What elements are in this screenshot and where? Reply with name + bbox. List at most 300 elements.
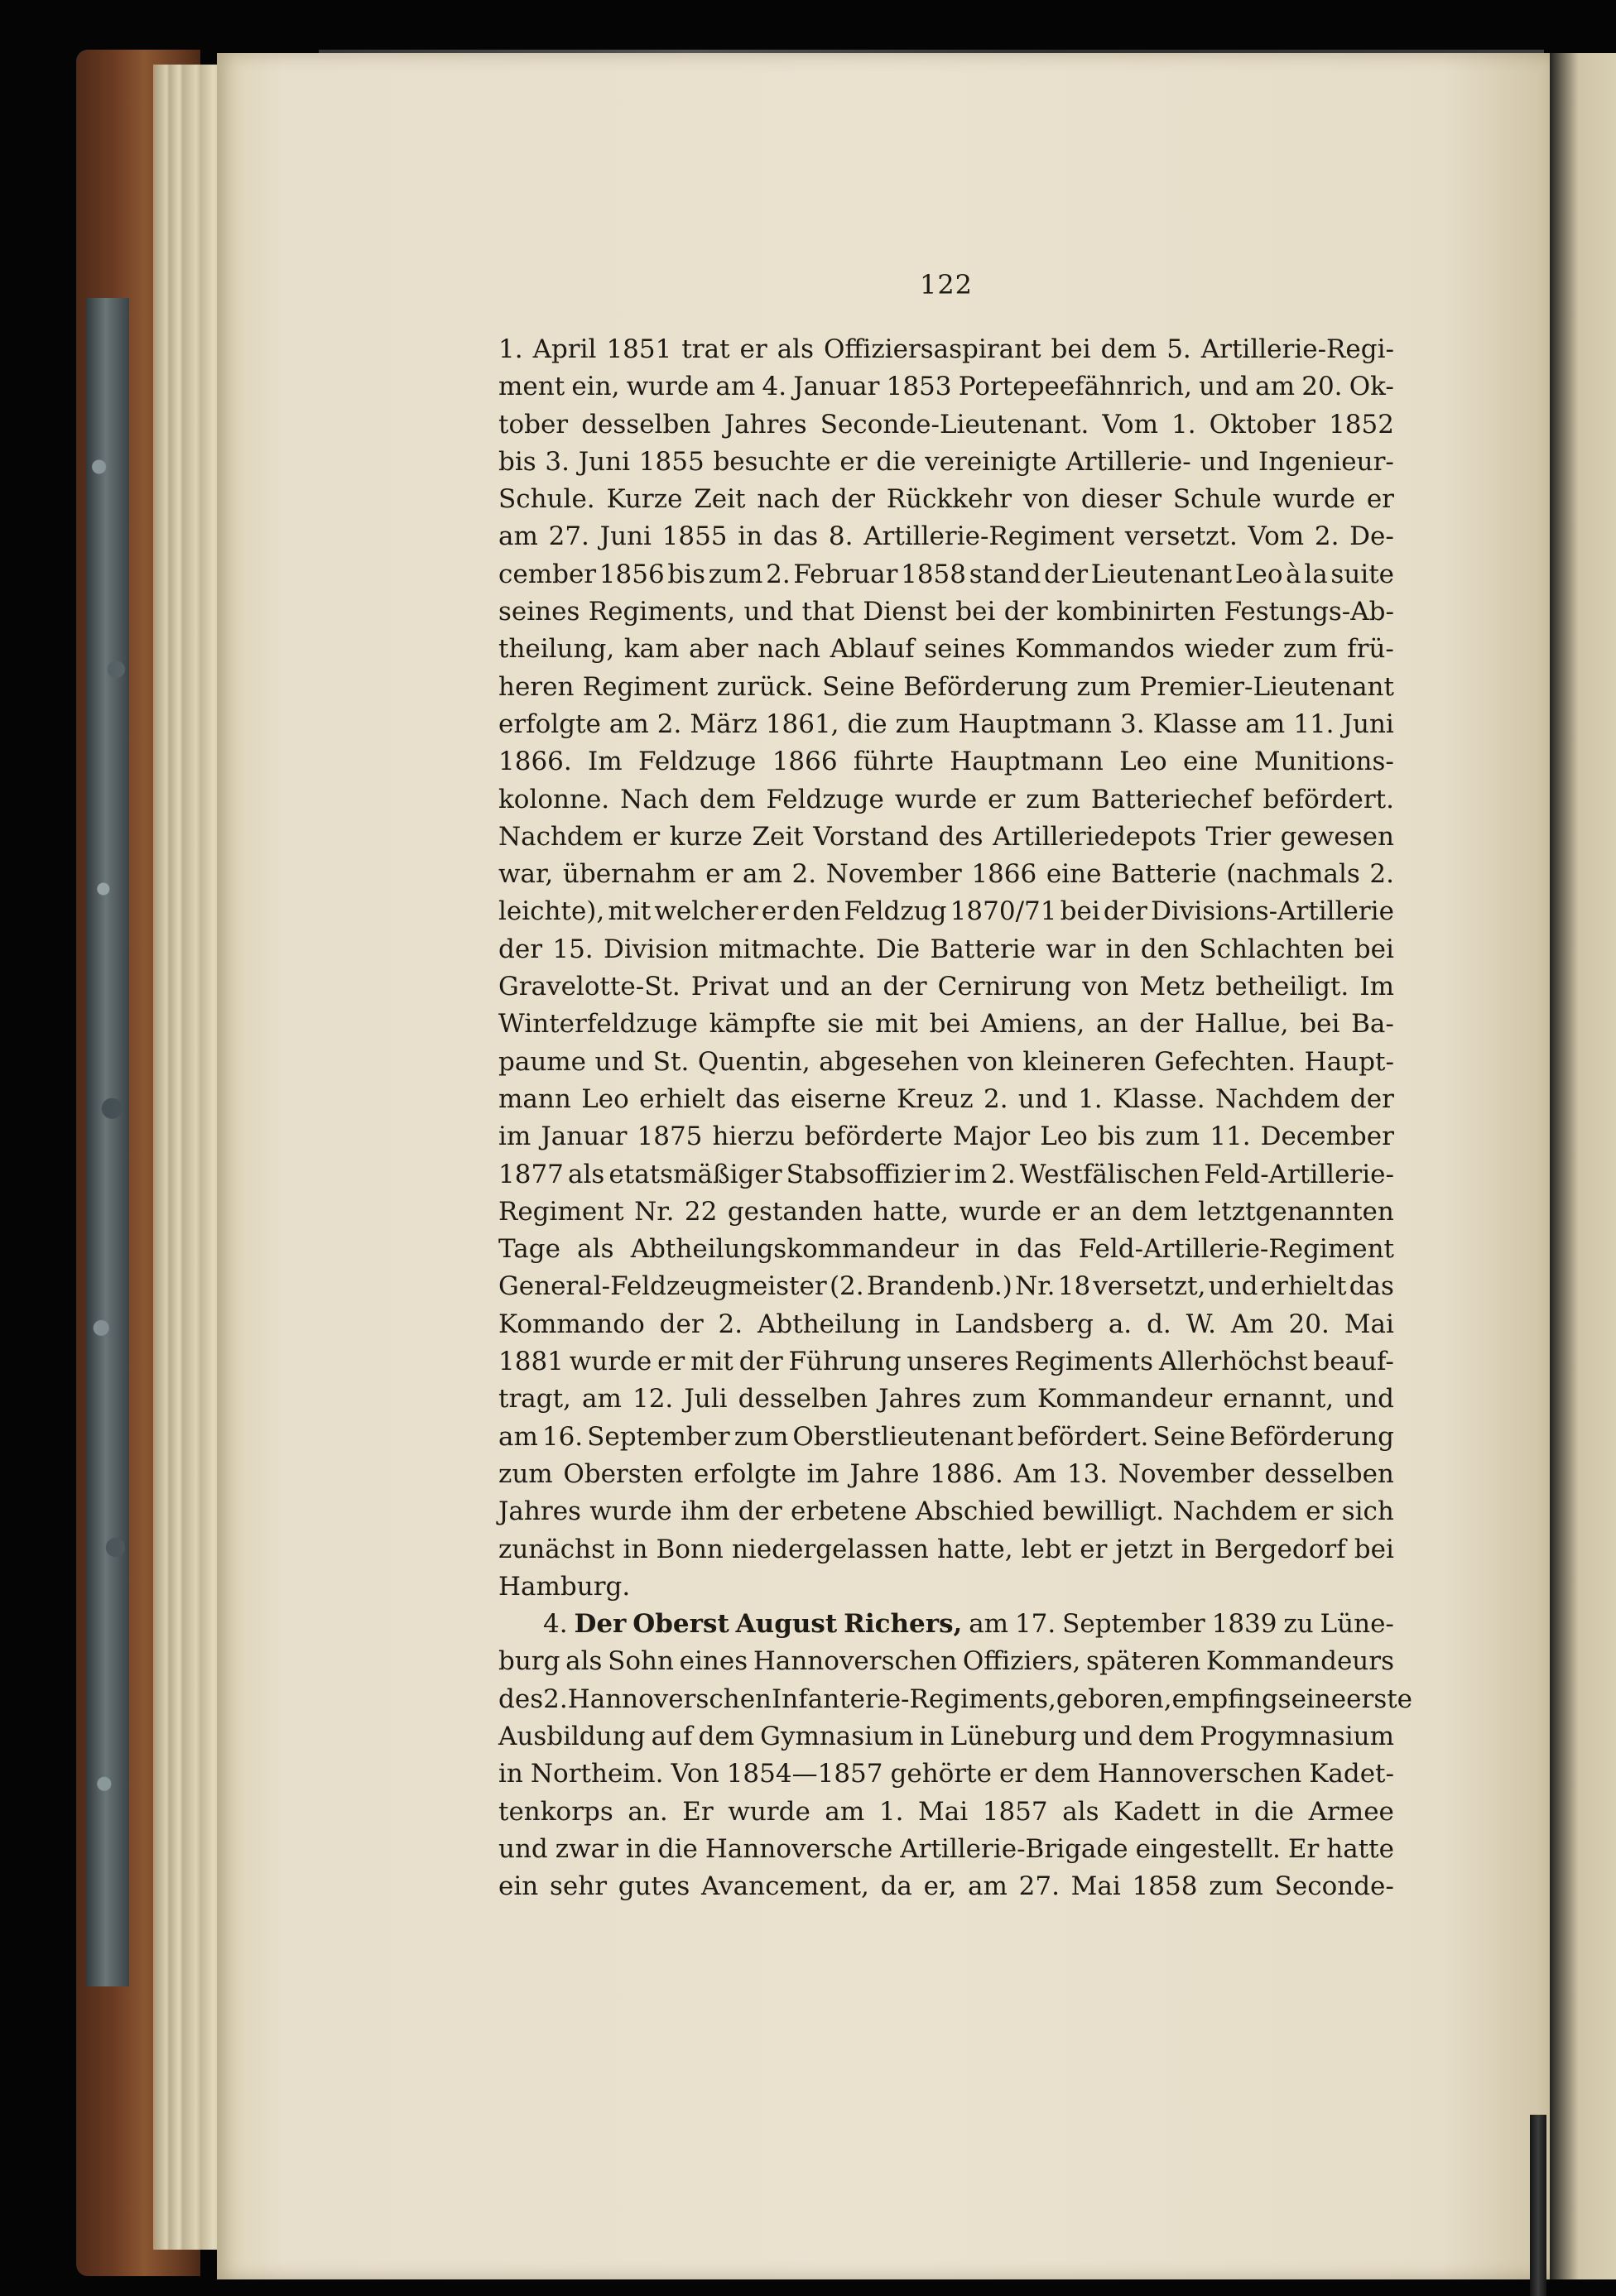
word: 18 [1057, 1271, 1091, 1302]
word: die [1253, 1796, 1295, 1827]
word: welcher [654, 896, 758, 927]
word: cember [498, 559, 597, 589]
word: Obersten [563, 1458, 684, 1489]
word: Seine [1152, 1421, 1226, 1452]
word: und [1199, 372, 1248, 402]
word: à [1286, 559, 1301, 589]
word: in [1181, 1534, 1206, 1564]
word: Quentin, [697, 1046, 810, 1077]
text-line [498, 743, 1394, 781]
word: Lüne- [1320, 1609, 1394, 1640]
word: Der [574, 1609, 627, 1640]
word: kolonne. [498, 784, 610, 814]
text-line [498, 1831, 1394, 1868]
word: Die [876, 934, 921, 964]
word: Kommando [498, 1309, 645, 1339]
word: Regiment [498, 1196, 624, 1227]
word: er [999, 1759, 1027, 1789]
word: September [587, 1421, 730, 1452]
word: Artillerie- [1065, 446, 1191, 477]
word: 1856 [599, 559, 665, 589]
word: wieder [1184, 634, 1274, 665]
word: 1855 [661, 521, 728, 552]
word: Beförderung [1229, 1421, 1394, 1452]
word: 1861, [765, 708, 839, 739]
word: übernahm [562, 859, 696, 890]
word: am [608, 708, 649, 739]
word: das [1017, 1234, 1062, 1265]
word: 1. [878, 1796, 904, 1827]
word: dem [1100, 334, 1157, 364]
word: 5. [1166, 334, 1191, 364]
word: befördert. [1017, 1421, 1149, 1452]
word: war [1046, 934, 1096, 964]
word: hierzu [712, 1122, 795, 1152]
marbled-endpaper [86, 298, 129, 1986]
text-line [498, 556, 1394, 593]
word: September [1062, 1609, 1205, 1640]
word: aber [689, 634, 748, 665]
word: ernannt, [1223, 1384, 1335, 1415]
word: am [715, 372, 756, 402]
word: Zeit [694, 484, 746, 515]
word: Bonn [656, 1534, 724, 1564]
word: in [738, 521, 763, 552]
word: am [825, 1796, 865, 1827]
word: das [735, 1083, 781, 1114]
word: 22 [684, 1196, 718, 1227]
word: 1886. [930, 1458, 1003, 1489]
word: Oktober [1209, 409, 1316, 440]
word: von [967, 1046, 1014, 1077]
text-line [498, 1343, 1394, 1381]
word: abgesehen [819, 1046, 960, 1077]
word: sie [827, 1009, 864, 1040]
word: zu [1283, 1609, 1314, 1640]
word: späteren [1086, 1646, 1201, 1677]
word: eine [1046, 859, 1102, 890]
word: und [498, 1833, 548, 1864]
word: Kommandeur [1037, 1384, 1213, 1415]
word: General-Feldzeugmeister [498, 1271, 827, 1302]
word: bei [955, 597, 996, 627]
text-line [498, 1118, 1394, 1155]
word: Privat [690, 972, 769, 1002]
page-number: 122 [919, 269, 974, 300]
word: dem [1137, 1721, 1195, 1751]
word: ment [498, 372, 565, 402]
word: nach [758, 634, 820, 665]
word: tragt, [498, 1384, 571, 1415]
word: wurde [894, 784, 978, 814]
word: des [938, 821, 984, 852]
word: Metz [1139, 972, 1205, 1002]
word: seine [1277, 1684, 1347, 1714]
word: Ba- [1351, 1009, 1394, 1040]
word: Juni [578, 446, 631, 477]
word: Regiments, [588, 597, 736, 627]
word: an [1096, 1009, 1128, 1040]
word: tober [498, 409, 569, 440]
word: mann [498, 1083, 571, 1114]
text-line [498, 1081, 1394, 1118]
word: das [1349, 1271, 1394, 1302]
word: Regiment [582, 671, 709, 702]
word: Hamburg. [498, 1571, 631, 1602]
text-line [498, 1531, 1394, 1568]
word: als [1062, 1796, 1099, 1827]
word: Leo [1234, 559, 1283, 589]
word: in [1105, 934, 1131, 964]
right-page-edge [1548, 53, 1616, 2279]
word: that [801, 597, 855, 627]
word: eines [679, 1646, 748, 1677]
word: Vorstand [813, 821, 929, 852]
word: an [1089, 1196, 1122, 1227]
text-line [498, 1718, 1394, 1756]
word: erhielt [1260, 1271, 1347, 1302]
word: November [1118, 1458, 1254, 1489]
word: Jahres [498, 1496, 581, 1527]
word: St. [652, 1046, 690, 1077]
word: Oberst [632, 1609, 729, 1640]
word: sich [1341, 1496, 1394, 1527]
word: an [839, 972, 873, 1002]
word: 4. [762, 372, 787, 402]
text-line [498, 819, 1394, 856]
word: 8. [828, 521, 854, 552]
word: Nachdem [498, 821, 623, 852]
word: lebt [1021, 1534, 1072, 1564]
word: 1853 [886, 372, 952, 402]
word: die [657, 1833, 698, 1864]
word: Oberstlieutenant [792, 1421, 1013, 1452]
word: der [830, 484, 875, 515]
word: Tage [498, 1234, 560, 1265]
text-line [498, 1044, 1394, 1081]
word: bis [498, 446, 536, 477]
word: zum [1026, 784, 1080, 814]
word: Beförderung [903, 671, 1069, 702]
word: d. [1147, 1309, 1171, 1339]
word: Richers, [844, 1609, 963, 1640]
word: 11. [1293, 708, 1335, 739]
word: ein [498, 1871, 539, 1902]
word: Schule. [498, 484, 595, 515]
word: als [577, 1234, 614, 1265]
word: Feldzuge [638, 747, 757, 777]
word: Haupt- [1304, 1046, 1394, 1077]
word: August [735, 1609, 838, 1640]
word: 1866. [498, 747, 572, 777]
word: desselben [738, 1384, 868, 1415]
word: Nach [620, 784, 690, 814]
word: erbetene [790, 1496, 907, 1527]
word: dem [1034, 1759, 1090, 1789]
word: am [498, 521, 538, 552]
word: Leo [1119, 747, 1167, 777]
word: la [1304, 559, 1328, 589]
word: im [954, 1159, 988, 1189]
word: 4. [543, 1609, 568, 1640]
word: Januar [541, 1122, 628, 1152]
word: Nachdem [1172, 1496, 1297, 1527]
text-line [498, 1006, 1394, 1043]
word: Festungs-Ab- [1224, 597, 1394, 627]
word: von [1022, 484, 1070, 515]
word: zurück. [716, 671, 814, 702]
word: 11. [1210, 1122, 1251, 1152]
word: das [772, 521, 819, 552]
word: Mai [1344, 1309, 1394, 1339]
word: 17. [1014, 1609, 1056, 1640]
text-line [498, 669, 1394, 706]
word: im [498, 1122, 531, 1152]
word: bei [929, 1009, 969, 1040]
word: Nachdem [1214, 1083, 1340, 1114]
word: 27. [548, 521, 589, 552]
word: in [915, 1309, 940, 1339]
word: er [1366, 484, 1394, 515]
word: Offiziersaspirant [823, 334, 1041, 364]
word: 13. [1066, 1458, 1109, 1489]
word: der [659, 1309, 704, 1339]
word: stand [969, 559, 1041, 589]
word: Winterfeldzuge [498, 1009, 698, 1040]
word: frü- [1347, 634, 1394, 665]
word: Kommandos [1015, 634, 1175, 665]
text-lines [498, 331, 1413, 1905]
word: bei [1354, 934, 1394, 964]
word: in [975, 1234, 1000, 1265]
text-line [498, 1868, 1394, 1905]
word: in [625, 1833, 651, 1864]
text-line [498, 631, 1394, 668]
word: (2. [829, 1271, 864, 1302]
text-line [498, 406, 1394, 444]
text-line [498, 706, 1394, 743]
word: Hannoversche [705, 1833, 893, 1864]
word: als [777, 334, 814, 364]
word: eiserne [790, 1083, 887, 1114]
word: von [1082, 972, 1129, 1002]
word: 2. [1314, 521, 1339, 552]
word: letztgenannten [1198, 1196, 1394, 1227]
word: etatsmäßiger [608, 1159, 782, 1189]
word: Portepeefähnrich, [958, 372, 1192, 402]
word: 3. [545, 446, 570, 477]
word: Juni [1342, 708, 1394, 739]
word: 2. [543, 1684, 568, 1714]
word: Seine [822, 671, 895, 702]
word: Artillerie-Regiment [863, 521, 1115, 552]
word: eingestellt. [1135, 1833, 1281, 1864]
word: hatte [1326, 1833, 1394, 1864]
word: November [825, 859, 962, 890]
word: Klasse. [1113, 1083, 1205, 1114]
word: Schule [1172, 484, 1262, 515]
word: Feldzug [844, 896, 947, 927]
text-line [498, 968, 1394, 1006]
word: er [761, 896, 789, 927]
word: erste [1346, 1684, 1413, 1714]
word: Offiziers, [962, 1646, 1081, 1677]
word: 1875 [637, 1122, 703, 1152]
word: er, [923, 1871, 957, 1902]
word: zum [1209, 1871, 1263, 1902]
word: zwar [555, 1833, 618, 1864]
word: beförderte [804, 1122, 943, 1152]
word: Lieutenant [1090, 559, 1233, 589]
word: 15. [552, 934, 594, 964]
word: er [1051, 1196, 1080, 1227]
word: führte [853, 747, 934, 777]
word: da [880, 1871, 912, 1902]
word: Sohn [608, 1646, 674, 1677]
word: kurze [669, 821, 743, 852]
word: April [532, 334, 597, 364]
word: theilung, [498, 634, 615, 665]
word: erfolgte [694, 1458, 796, 1489]
text-line [498, 1231, 1394, 1268]
word: De- [1349, 521, 1394, 552]
word: zum [972, 1384, 1027, 1415]
word: seines [498, 597, 580, 627]
word: Jahres [724, 409, 807, 440]
word: Northeim. [530, 1759, 664, 1789]
word: sehr [549, 1871, 608, 1902]
word: 1839 [1211, 1609, 1277, 1640]
text-line [498, 1381, 1394, 1418]
word: und [1208, 1271, 1258, 1302]
word: der [1349, 1083, 1394, 1114]
word: Kadet- [1309, 1759, 1394, 1789]
word: Major [952, 1122, 1031, 1152]
word: wurde [626, 372, 709, 402]
word: Führung [788, 1347, 902, 1377]
word: Februar [793, 559, 898, 589]
word: er [657, 1347, 685, 1377]
word: ein, [571, 372, 620, 402]
text-line [498, 1794, 1394, 1831]
word: mit [690, 1347, 733, 1377]
word: Brandenb.) [866, 1271, 1012, 1302]
word: bis [667, 559, 706, 589]
text-line [498, 1419, 1394, 1456]
text-line [498, 781, 1394, 819]
word: Klasse [1152, 708, 1238, 739]
text-line [498, 1606, 1394, 1643]
word: Dienst [863, 597, 947, 627]
word: er [632, 821, 661, 852]
word: Landsberg [955, 1309, 1094, 1339]
word: in [1214, 1796, 1240, 1827]
text-line [498, 593, 1394, 631]
word: Artillerie-Regi- [1200, 334, 1394, 364]
word: 1852 [1329, 409, 1394, 440]
word: 1. [498, 334, 523, 364]
word: wurde [959, 1196, 1041, 1227]
word: Mai [1070, 1871, 1121, 1902]
word: zum [1145, 1122, 1200, 1152]
word: und [743, 597, 794, 627]
word: December [1260, 1122, 1394, 1152]
word: 12. [632, 1384, 674, 1415]
word: versetzt, [1093, 1271, 1206, 1302]
word: (nachmals [1226, 859, 1360, 890]
bookmark-ribbon [1530, 2115, 1546, 2296]
word: in [919, 1721, 945, 1751]
word: 1877 [498, 1159, 564, 1189]
word: Leo [1040, 1122, 1088, 1152]
text-line [498, 1756, 1394, 1793]
word: Juni [599, 521, 652, 552]
word: 1858 [901, 559, 967, 589]
word: Allerhöchst [1158, 1347, 1308, 1377]
word: Hallue, [1195, 1009, 1289, 1040]
word: als [568, 1159, 605, 1189]
word: 2. [991, 1159, 1016, 1189]
text-line [498, 368, 1394, 406]
word: tenkorps [498, 1796, 613, 1827]
word: seines [924, 634, 1006, 665]
word: 2. [791, 859, 817, 890]
word: Abtheilung [758, 1309, 901, 1339]
word: Er [1287, 1833, 1320, 1864]
text-line [498, 1306, 1394, 1343]
word: leichte), [498, 896, 605, 927]
word: Juli [684, 1384, 728, 1415]
word: Premier-Lieutenant [1139, 671, 1394, 702]
text-line [498, 1568, 1394, 1606]
word: 1854—1857 [726, 1759, 883, 1789]
word: 3. [1120, 708, 1145, 739]
word: am [968, 1871, 1008, 1902]
word: zum [895, 708, 950, 739]
word: Amiens, [980, 1009, 1085, 1040]
word: eine [1183, 747, 1238, 777]
word: 2. [983, 1083, 1008, 1114]
word: Cernirung [937, 972, 1071, 1002]
word: Im [1359, 972, 1394, 1002]
word: zum [1282, 634, 1338, 665]
word: Nr. [1015, 1271, 1056, 1302]
word: gehörte [890, 1759, 992, 1789]
text-line [498, 1156, 1394, 1194]
text-line [498, 518, 1394, 555]
word: er [705, 859, 733, 890]
word: als [565, 1646, 603, 1677]
word: 1. [1171, 409, 1196, 440]
word: Progymnasium [1200, 1721, 1394, 1751]
word: 1855 [638, 446, 705, 477]
word: der [738, 1347, 783, 1377]
word: der [1003, 597, 1048, 627]
word: 1866 [971, 859, 1037, 890]
word: am [1245, 708, 1286, 739]
word: und [780, 972, 830, 1002]
word: der [1139, 1009, 1184, 1040]
word: versetzt. [1124, 521, 1238, 552]
word: Ok- [1349, 372, 1394, 402]
word: kombinirten [1056, 597, 1216, 627]
word: 2. [1369, 859, 1394, 890]
word: Hauptmann [958, 708, 1112, 739]
word: Abtheilungskommandeur [630, 1234, 959, 1265]
word: Artillerie-Brigade [900, 1833, 1128, 1864]
word: wurde [589, 1496, 672, 1527]
word: Vom [1102, 409, 1158, 440]
